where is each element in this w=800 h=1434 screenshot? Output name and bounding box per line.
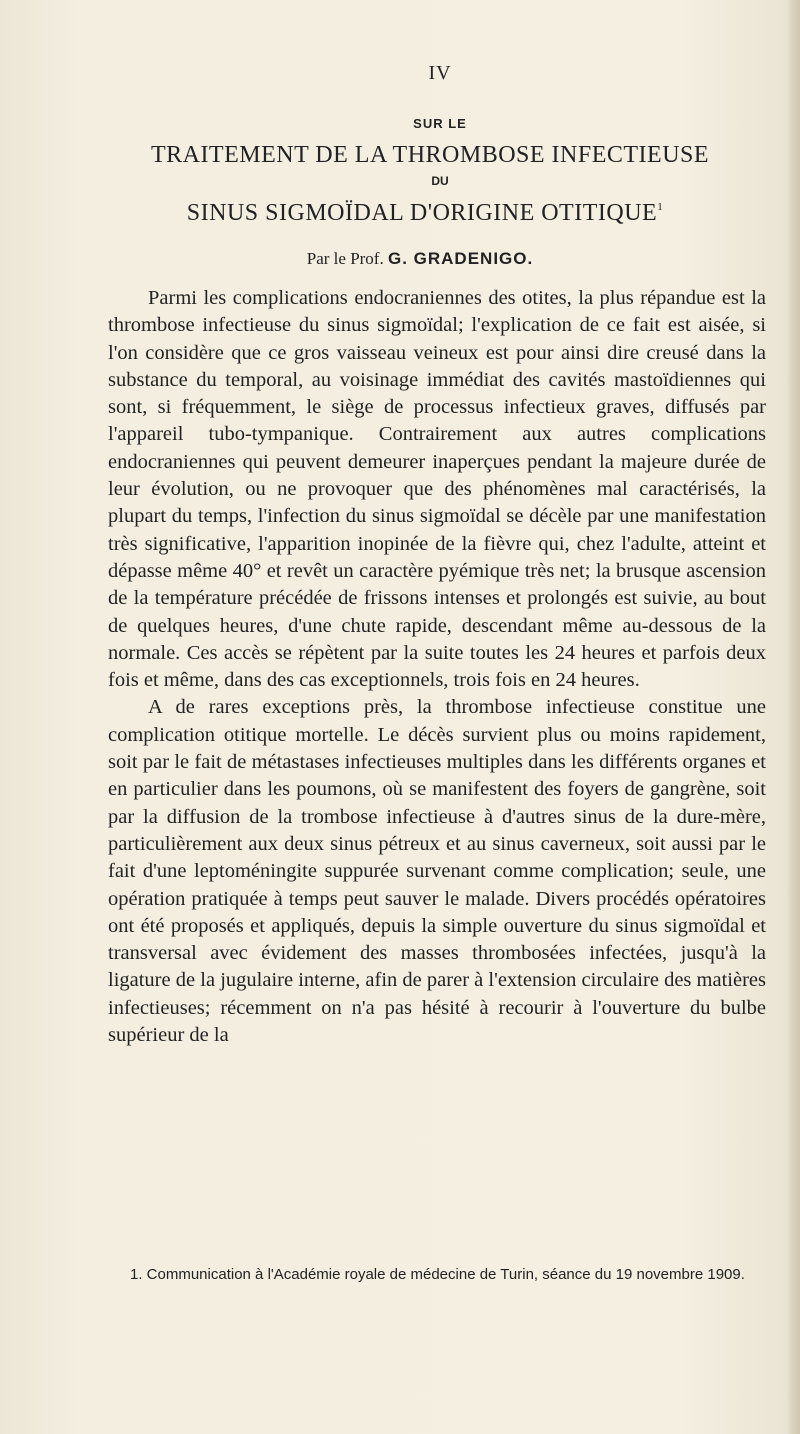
paragraph: A de rares exceptions près, la thrombose infectieuse constitue une complication otitique mortelle. Le décès survient plus ou moins rapidement, soit par le fait de métastases infectieuses multiples dans les différents organes et en particulier dans les poumons, où se manifestent des foyers de gangrène, soit par la diffusion de la trombose infectieuse à d'autres sinus de la dure-mère, particulièrement aux deux sinus pétreux et au sinus caverneux, soit aussi par le fait d'une leptoméningite suppurée survenant comme complication; seule, une opération pratiquée à temps peut sauver le malade. Divers procédés opératoires ont été proposés et appliqués, depuis la simple ouverture du sinus sigmoïdal et transversal avec évidement des masses thrombosées infectées, jusqu'à la ligature de la jugulaire interne, afin de parer à l'extension circulaire des matières infectieuses; récemment on n'a pas hésité à recourir à l'ouverture du bulbe supérieur de la [108,696,766,1047]
title-line-2 [0,200,800,227]
title-line-1: TRAITEMENT DE LA THROMBOSE INFECTIEUSE [150,142,710,168]
author-prefix: Par le Prof. [306,249,384,268]
title-connector: DU [431,174,449,188]
title-line-2-text: SINUS SIGMOÏDAL D'ORIGINE OTITIQUE [186,200,658,226]
author-line [0,249,800,269]
footnote-marker: 1 [657,201,664,213]
title-prefix: SUR LE [413,116,467,131]
paragraph: Parmi les complications endocraniennes des otites, la plus répandue est la thrombose infectieuse du sinus sigmoïdal; l'explication de ce fait est aisée, si l'on considère que ce gros vaisseau veineux est pour ainsi dire creusé dans la substance du temporal, au voisinage immédiat des cavités mastoïdiennes qui sont, si fréquemment, le siège de processus infectieux graves, diffusés par l'appareil tubo-tympanique. Contrairement aux autres complications endocraniennes qui peuvent demeurer inaperçues pendant la majeure durée de leur évolution, ou ne provoquer que des phénomènes mal caractérisés, la plupart du temps, l'infection du sinus sigmoïdal se décèle par une manifestation très significative, l'apparition inopinée de la fièvre qui, chez l'adulte, atteint et dépasse même 40° et revêt un caractère pyémique très net; la brusque ascension de la température précédée de frissons intenses et prolongés est suivie, au bout de quelques heures, d'une chute rapide, descendant même au-dessous de la normale. Ces accès se répètent par la suite toutes les 24 heures et parfois deux fois et même, dans des cas exceptionnels, trois fois en 24 heures. [108,287,766,692]
author-name: G. GRADENIGO. [387,249,534,268]
footnote: 1. Communication à l'Académie royale de médecine de Turin, séance du 19 novembre 1909. [130,1266,745,1283]
article-body [108,285,766,1049]
chapter-number: IV [428,62,452,84]
